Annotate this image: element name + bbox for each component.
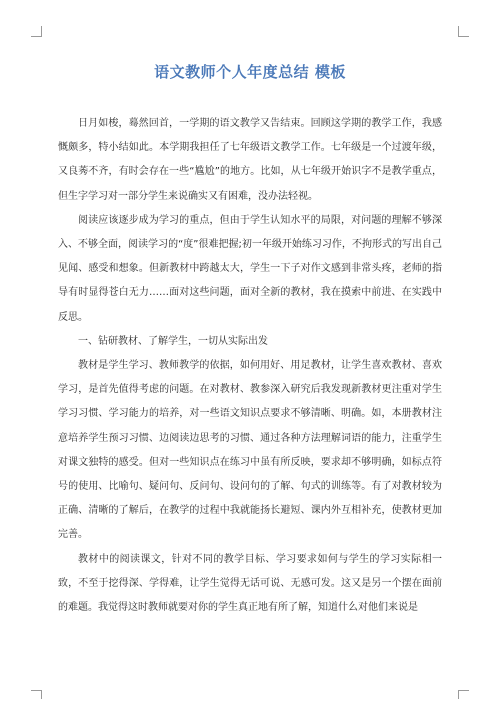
paragraph-textbook: 教材是学生学习、教师教学的依据，如何用好、用足教材，让学生喜欢教材、喜欢学习，是首先值得考虑的问题。在对教材、教参深入研究后我发现新教材更注重对学生学习习惯、学习能力的培养，对一些语文知识点要求不够清晰、明确。如，本册教材注意培养学生预习习惯、边阅读边思考的习惯、通过各种方法理解词语的能力，注重学生对课文独特的感受。但对一些知识点在练习中虽有所反映，要求却不够明确，如标点符号的使用、比喻句、疑问句、反问句、设问句的了解、句式的训练等。有了对教材较为正确、清晰的了解后，在教学的过程中我就能扬长避短、课内外互相补充，使教材更加完善。 [58,360,442,541]
paragraph-intro: 日月如梭，蓦然回首，一学期的语文教学又告结束。回顾这学期的教学工作，我感慨颇多，特小结如此。本学期我担任了七年级语文教学工作。七年级是一个过渡年级，又良莠不齐，有时会存在一些“尴尬”的地方。比如，从七年级开始识字不是教学重点，但生字学习对一部分学生来说确实又有困难，没办法轻视。 [58,118,442,202]
section-heading: 一、钻研教材、了解学生，一切从实际出发 [78,335,268,347]
crop-mark-bottom-right [458,690,469,699]
document-title: 语文教师个人年度总结 模板 [154,63,346,81]
document-body [58,112,442,620]
paragraph-reading-texts: 教材中的阅读课文，针对不同的教学目标、学习要求如何与学生的学习实际相一致，不至于挖得深、学得难，让学生觉得无话可说、无感可发。这又是另一个摆在面前的难题。我觉得这时教师就要对你的学生真正地有所了解，知道什么对他们来说是 [58,553,442,614]
paragraph-reading: 阅读应该逐步成为学习的重点，但由于学生认知水平的局限，对问题的理解不够深入、不够全面，阅读学习的“度”很难把握;初一年级开始练习习作，不拘形式的写出自己见闻、感受和想象。但新教材中跨越太大，学生一下子对作文感到非常头疼，老师的指导有时显得苍白无力……面对这些问题，面对全新的教材，我在摸索中前进、在实践中反思。 [58,214,442,323]
crop-mark-top-right [458,26,469,37]
crop-mark-bottom-left [31,690,42,699]
crop-mark-top-left [31,26,42,37]
